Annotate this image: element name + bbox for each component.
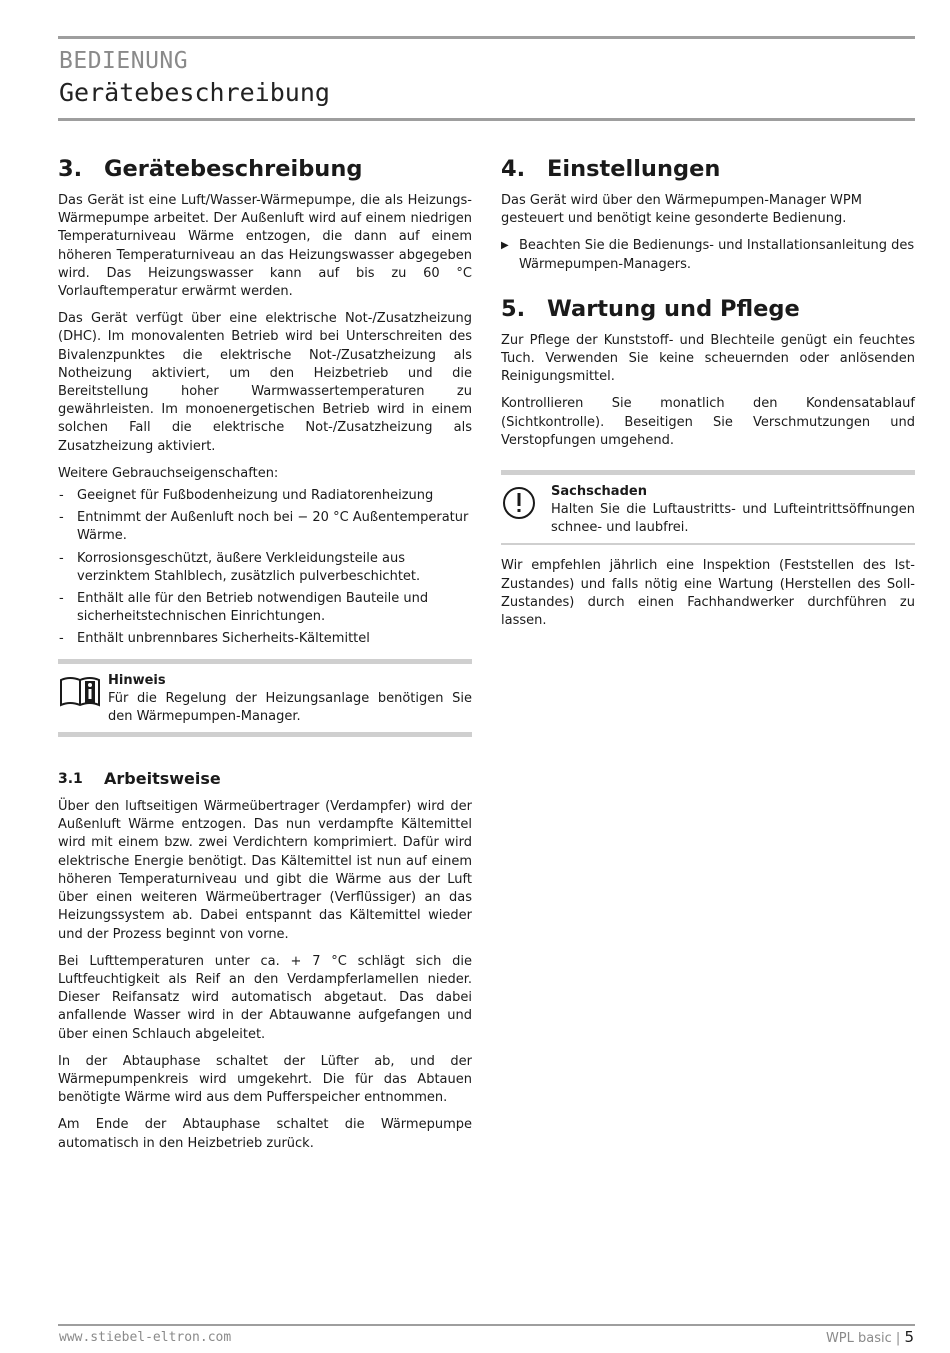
section-number: 4. bbox=[501, 156, 526, 182]
section-title: Arbeitsweise bbox=[104, 769, 221, 789]
note-title: Sachschaden bbox=[551, 484, 647, 500]
paragraph: In der Abtauphase schaltet der Lüfter ab, und der Wärmepumpenkreis wird umgekehrt. Die für das Abtauen benötigte Wärme wird aus dem Pufferspeicher entnommen. bbox=[58, 1053, 472, 1106]
footer-right bbox=[826, 1328, 914, 1346]
note-title: Hinweis bbox=[108, 672, 166, 688]
header-bottom-rule bbox=[58, 118, 915, 121]
info-book-icon bbox=[58, 672, 108, 726]
list-item: - Korrosionsgeschützt, äußere Verkleidungsteile aus verzinktem Stahlblech, zusätzlich pulverbeschichtet. bbox=[58, 550, 472, 586]
instruction-step bbox=[501, 237, 915, 273]
section-title: Einstellungen bbox=[547, 156, 721, 182]
header-title: Gerätebeschreibung bbox=[59, 78, 330, 107]
list-item: - Enthält alle für den Betrieb notwendigen Bauteile und sicherheitstechnischen Einrichtungen. bbox=[58, 590, 472, 626]
header-section: BEDIENUNG bbox=[59, 48, 189, 74]
note-text: Für die Regelung der Heizungsanlage benötigen Sie den Wärmepumpen-Manager. bbox=[108, 690, 472, 724]
section-number: 3. bbox=[58, 156, 83, 182]
section-5-heading bbox=[501, 296, 915, 322]
section-3-heading bbox=[58, 156, 472, 182]
warning-circle-icon bbox=[501, 483, 551, 537]
paragraph: Zur Pflege der Kunststoff- und Blechteile genügt ein feuchtes Tuch. Verwenden Sie keine scheuernden oder anlösenden Reinigungsmittel. bbox=[501, 332, 915, 385]
step-text: Beachten Sie die Bedienungs- und Installationsanleitung des Wärmepumpen-Managers. bbox=[519, 238, 915, 272]
footer-url: www.stiebel-eltron.com bbox=[59, 1330, 232, 1345]
paragraph: Das Gerät wird über den Wärmepumpen-Manager WPM gesteuert und benötigt keine gesonderte Bedienung. bbox=[501, 193, 862, 227]
sachschaden-box bbox=[501, 470, 915, 545]
footer-separator: | bbox=[895, 1331, 901, 1346]
paragraph: Am Ende der Abtauphase schaltet die Wärmepumpe automatisch in den Heizbetrieb zurück. bbox=[58, 1117, 472, 1151]
list-item: - Entnimmt der Außenluft noch bei − 20 °C Außentemperatur Wärme. bbox=[58, 509, 472, 545]
note-text: Halten Sie die Luftaustritts- und Lufteintrittsöffnungen schnee- und laubfrei. bbox=[551, 502, 915, 536]
paragraph: Über den luftseitigen Wärmeübertrager (Verdampfer) wird der Außenluft Wärme entzogen. Das nun verdampfte Kältemittel wird mit einem bzw. zwei Verdichtern komprimiert. Dafür wird elektrische Energie benötigt. Das Kältemittel ist nun auf einem höheren Temperaturniveau und gibt die Wärme aus der Luft über einen weiteren Wärmeübertrager (Verflüssiger) an das Heizungssystem ab. Dabei entspannt das Kältemittel wieder und der Prozess beginnt von vorne. bbox=[58, 799, 472, 942]
section-title: Wartung und Pflege bbox=[547, 295, 800, 322]
section-number: 3.1 bbox=[58, 771, 83, 788]
feature-list bbox=[58, 487, 472, 649]
section-4-heading bbox=[501, 156, 915, 182]
paragraph: Das Gerät ist eine Luft/Wasser-Wärmepumpe, die als Heizungs-Wärmepumpe arbeitet. Der Außenluft wird auf einem niedrigen Temperaturniveau Wärme entzogen, die dann auf einem höheren Temperaturniveau an das Heizungswasser abgegeben wird. Das Heizungswasser kann auf bis zu 60 °C Vorlauftemperatur erwärmt werden. bbox=[58, 193, 472, 300]
paragraph: Bei Lufttemperaturen unter ca. + 7 °C schlägt sich die Luftfeuchtigkeit als Reif an den Verdampferlamellen nieder. Dieser Reifansatz wird automatisch abgetaut. Das dabei anfallende Wasser wird in der Abtauwanne aufgefangen und über einen Schlauch abgeleitet. bbox=[58, 953, 472, 1042]
list-item: - Geeignet für Fußbodenheizung und Radiatorenheizung bbox=[58, 487, 472, 505]
hinweis-box bbox=[58, 659, 472, 737]
list-item: - Enthält unbrennbares Sicherheits-Kältemittel bbox=[58, 630, 472, 648]
paragraph: Kontrollieren Sie monatlich den Kondensatablauf (Sichtkontrolle). Beseitigen Sie Verschmutzungen und Verstopfungen umgehend. bbox=[501, 396, 915, 448]
footer-product: WPL basic bbox=[825, 1331, 892, 1346]
section-number: 5. bbox=[501, 295, 526, 322]
right-column bbox=[501, 156, 915, 639]
footer-rule bbox=[58, 1324, 915, 1326]
page-number: 5 bbox=[904, 1328, 914, 1346]
section-3-1-heading bbox=[58, 769, 472, 789]
paragraph: Das Gerät verfügt über eine elektrische Not-/Zusatzheizung (DHC). Im monovalenten Betrieb wird bei Unterschreiten des Bivalenzpunktes die elektrische Not-/Zusatzheizung als Notheizung aktiviert, um den Heizbetrieb und die Bereitstellung hoher Warmwassertemperaturen zu gewährleisten. Im monoenergetischen Betrieb wird in einem solchen Fall die elektrische Not-/Zusatzheizung als Zusatzheizung aktiviert. bbox=[58, 311, 472, 454]
triangle-bullet-icon: ▶ bbox=[501, 240, 509, 252]
paragraph: Wir empfehlen jährlich eine Inspektion (Feststellen des Ist-Zustandes) und falls nötig eine Wartung (Herstellen des Soll-Zustandes) durch einen Fachhandwerker durchführen zu lassen. bbox=[501, 558, 915, 629]
section-title: Gerätebeschreibung bbox=[104, 156, 363, 182]
left-column bbox=[58, 156, 472, 1162]
header-top-rule bbox=[58, 36, 915, 39]
paragraph: Weitere Gebrauchseigenschaften: bbox=[58, 465, 279, 481]
